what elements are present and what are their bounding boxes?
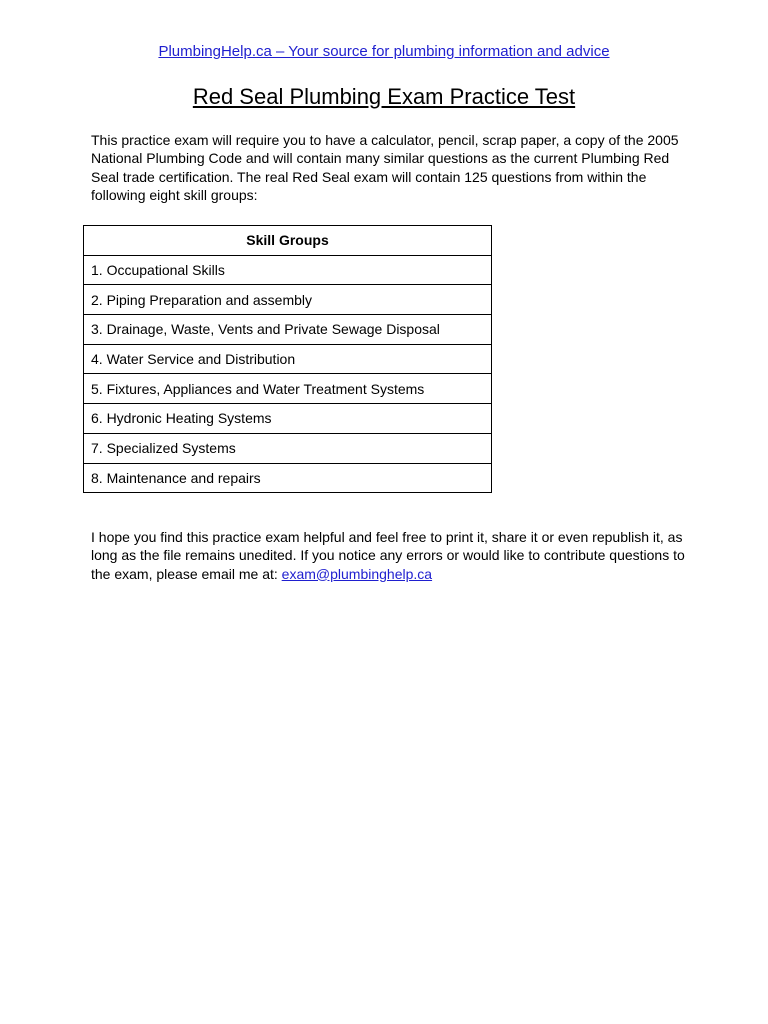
- intro-paragraph: This practice exam will require you to have a calculator, pencil, scrap paper, a copy of the 2005 National Plumbing Code and will contain many similar questions as the current Plumbing Red Seal trade certification. The real Red Seal exam will contain 125 questions from within the following eight skill groups:: [91, 132, 679, 203]
- table-cell: 3. Drainage, Waste, Vents and Private Sewage Disposal: [84, 315, 492, 345]
- table-cell: 2. Piping Preparation and assembly: [84, 285, 492, 315]
- table-row: [84, 463, 492, 493]
- table-cell: 1. Occupational Skills: [84, 255, 492, 285]
- table-cell: 6. Hydronic Heating Systems: [84, 404, 492, 434]
- table-cell: 4. Water Service and Distribution: [84, 344, 492, 374]
- table-cell: 5. Fixtures, Appliances and Water Treatment Systems: [84, 374, 492, 404]
- table-row: [84, 315, 492, 345]
- header-site-link[interactable]: PlumbingHelp.ca – Your source for plumbing information and advice: [158, 43, 610, 60]
- table-row: [84, 344, 492, 374]
- email-link[interactable]: exam@plumbinghelp.ca: [281, 565, 433, 582]
- page-title: Red Seal Plumbing Exam Practice Test: [192, 84, 576, 109]
- table-row: [84, 433, 492, 463]
- table-row: [84, 285, 492, 315]
- table-row: [84, 404, 492, 434]
- table-row: [84, 255, 492, 285]
- skill-groups-table: [83, 225, 492, 493]
- table-cell: 7. Specialized Systems: [84, 433, 492, 463]
- table-cell: 8. Maintenance and repairs: [84, 463, 492, 493]
- table-header-cell: Skill Groups: [84, 226, 492, 256]
- outro-paragraph: [91, 528, 691, 583]
- outro-text: I hope you find this practice exam helpful and feel free to print it, share it or even republish it, as long as the file remains unedited. If you notice any errors or would like to contribute questions to the exam, please email me at:: [91, 529, 685, 582]
- table-header-row: [84, 226, 492, 256]
- table-row: [84, 374, 492, 404]
